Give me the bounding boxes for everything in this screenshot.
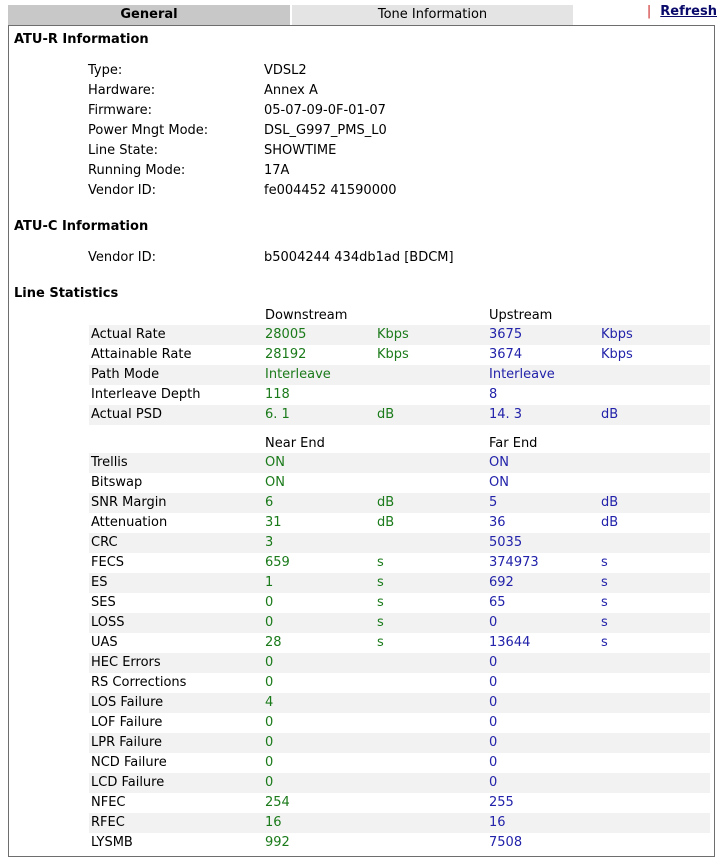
downstream-value: 6. 1 bbox=[265, 407, 290, 422]
downstream-unit: s bbox=[377, 555, 384, 570]
info-value: b5004244 434db1ad [BDCM] bbox=[264, 250, 454, 265]
stat-label: FECS bbox=[91, 555, 125, 570]
downstream-value: 0 bbox=[265, 655, 274, 670]
downstream-value: 28192 bbox=[265, 347, 307, 362]
downstream-value: ON bbox=[265, 455, 285, 470]
upstream-unit: dB bbox=[601, 495, 619, 510]
stat-label: Actual PSD bbox=[91, 407, 162, 422]
upstream-value: 3675 bbox=[489, 327, 523, 342]
stat-label: LOF Failure bbox=[91, 715, 163, 730]
tab-general[interactable]: General bbox=[8, 5, 290, 25]
stat-label: Bitswap bbox=[91, 475, 143, 490]
upstream-value: 3674 bbox=[489, 347, 523, 362]
stats-row bbox=[89, 533, 710, 553]
stat-label: LCD Failure bbox=[91, 775, 165, 790]
stats-row bbox=[89, 593, 710, 613]
stat-label: NFEC bbox=[91, 795, 126, 810]
upstream-value: 0 bbox=[489, 695, 498, 710]
upstream-unit: dB bbox=[601, 515, 619, 530]
info-label: Firmware: bbox=[88, 103, 152, 118]
stat-label: RFEC bbox=[91, 815, 125, 830]
stat-label: LPR Failure bbox=[91, 735, 163, 750]
upstream-value: 374973 bbox=[489, 555, 539, 570]
upstream-value: 0 bbox=[489, 715, 498, 730]
info-row bbox=[9, 248, 709, 268]
stats-row bbox=[89, 713, 710, 733]
upstream-unit: s bbox=[601, 575, 608, 590]
info-value: DSL_G997_PMS_L0 bbox=[264, 123, 387, 138]
upstream-unit: dB bbox=[601, 407, 619, 422]
stats-row bbox=[89, 365, 710, 385]
upstream-value: 0 bbox=[489, 675, 498, 690]
upstream-value: 16 bbox=[489, 815, 506, 830]
info-row bbox=[9, 101, 709, 121]
upstream-value: 0 bbox=[489, 615, 498, 630]
downstream-value: 16 bbox=[265, 815, 282, 830]
stat-label: Path Mode bbox=[91, 367, 160, 382]
info-row bbox=[9, 161, 709, 181]
downstream-value: 254 bbox=[265, 795, 290, 810]
line-stats-title: Line Statistics bbox=[14, 286, 119, 301]
stat-label: Attenuation bbox=[91, 515, 168, 530]
separator: | bbox=[646, 4, 652, 19]
stats-row bbox=[89, 493, 710, 513]
upstream-unit: Kbps bbox=[601, 347, 633, 362]
atu-c-title: ATU-C Information bbox=[14, 219, 149, 234]
info-value: Annex A bbox=[264, 83, 318, 98]
upstream-value: 14. 3 bbox=[489, 407, 523, 422]
upstream-value: ON bbox=[489, 475, 509, 490]
stat-label: Trellis bbox=[91, 455, 128, 470]
downstream-value: 992 bbox=[265, 835, 290, 850]
downstream-unit: s bbox=[377, 595, 384, 610]
stats-row bbox=[89, 453, 710, 473]
downstream-value: 28005 bbox=[265, 327, 307, 342]
stat-label: CRC bbox=[91, 535, 118, 550]
stat-label: SES bbox=[91, 595, 116, 610]
info-label: Type: bbox=[88, 63, 123, 78]
upstream-value: 7508 bbox=[489, 835, 523, 850]
tab-tone-information[interactable]: Tone Information bbox=[292, 5, 573, 25]
stats-row bbox=[89, 833, 710, 853]
stats-row bbox=[89, 325, 710, 345]
info-label: Vendor ID: bbox=[88, 183, 157, 198]
stats-row bbox=[89, 345, 710, 365]
stat-label: Actual Rate bbox=[91, 327, 166, 342]
stats-row bbox=[89, 385, 710, 405]
downstream-unit: Kbps bbox=[377, 327, 409, 342]
stats-row bbox=[89, 653, 710, 673]
stats-row bbox=[89, 613, 710, 633]
downstream-unit: dB bbox=[377, 515, 395, 530]
refresh-area bbox=[647, 2, 717, 22]
stats-row bbox=[89, 753, 710, 773]
stat-label: Attainable Rate bbox=[91, 347, 192, 362]
stat-label: LYSMB bbox=[91, 835, 133, 850]
downstream-value: 3 bbox=[265, 535, 274, 550]
upstream-header: Upstream bbox=[489, 306, 629, 326]
stat-label: Interleave Depth bbox=[91, 387, 201, 402]
info-row bbox=[9, 181, 709, 201]
stats-row bbox=[89, 673, 710, 693]
upstream-value: 0 bbox=[489, 775, 498, 790]
info-row bbox=[9, 121, 709, 141]
downstream-value: 0 bbox=[265, 755, 274, 770]
upstream-value: 8 bbox=[489, 387, 498, 402]
downstream-value: 28 bbox=[265, 635, 282, 650]
downstream-unit: s bbox=[377, 575, 384, 590]
stat-label: RS Corrections bbox=[91, 675, 187, 690]
downstream-value: 118 bbox=[265, 387, 290, 402]
stats-row bbox=[89, 773, 710, 793]
downstream-unit: dB bbox=[377, 495, 395, 510]
info-row bbox=[9, 141, 709, 161]
info-value: 05-07-09-0F-01-07 bbox=[264, 103, 386, 118]
info-label: Line State: bbox=[88, 143, 159, 158]
upstream-value: 0 bbox=[489, 755, 498, 770]
stats-row bbox=[89, 553, 710, 573]
upstream-value: 65 bbox=[489, 595, 506, 610]
upstream-value: 36 bbox=[489, 515, 506, 530]
stats-row bbox=[89, 813, 710, 833]
upstream-value: 255 bbox=[489, 795, 514, 810]
info-label: Running Mode: bbox=[88, 163, 186, 178]
downstream-unit: s bbox=[377, 615, 384, 630]
stat-label: UAS bbox=[91, 635, 118, 650]
downstream-value: 4 bbox=[265, 695, 274, 710]
stat-label: LOS Failure bbox=[91, 695, 164, 710]
upstream-value: Interleave bbox=[489, 367, 555, 382]
downstream-value: 659 bbox=[265, 555, 290, 570]
atu-r-title: ATU-R Information bbox=[14, 32, 149, 47]
info-value: VDSL2 bbox=[264, 63, 307, 78]
downstream-value: 0 bbox=[265, 735, 274, 750]
refresh-link[interactable]: Refresh bbox=[660, 4, 717, 19]
stat-label: LOSS bbox=[91, 615, 125, 630]
upstream-value: 692 bbox=[489, 575, 514, 590]
upstream-unit: Kbps bbox=[601, 327, 633, 342]
upstream-value: ON bbox=[489, 455, 509, 470]
downstream-value: 0 bbox=[265, 775, 274, 790]
downstream-value: 0 bbox=[265, 675, 274, 690]
downstream-value: 0 bbox=[265, 615, 274, 630]
stats-row bbox=[89, 633, 710, 653]
upstream-unit: s bbox=[601, 635, 608, 650]
downstream-header: Downstream bbox=[265, 306, 405, 326]
stats-row bbox=[89, 513, 710, 533]
upstream-value: 5 bbox=[489, 495, 498, 510]
info-value: 17A bbox=[264, 163, 290, 178]
downstream-unit: dB bbox=[377, 407, 395, 422]
downstream-value: 0 bbox=[265, 595, 274, 610]
stat-label: ES bbox=[91, 575, 108, 590]
info-label: Power Mngt Mode: bbox=[88, 123, 209, 138]
status-panel bbox=[8, 25, 715, 857]
upstream-unit: s bbox=[601, 615, 608, 630]
upstream-unit: s bbox=[601, 595, 608, 610]
info-label: Hardware: bbox=[88, 83, 156, 98]
upstream-value: 13644 bbox=[489, 635, 531, 650]
downstream-value: 0 bbox=[265, 715, 274, 730]
info-value: SHOWTIME bbox=[264, 143, 337, 158]
downstream-value: Interleave bbox=[265, 367, 331, 382]
stats-row bbox=[89, 573, 710, 593]
upstream-value: 0 bbox=[489, 655, 498, 670]
far-end-header: Far End bbox=[489, 434, 629, 454]
stats-row bbox=[89, 473, 710, 493]
downstream-value: 31 bbox=[265, 515, 282, 530]
downstream-unit: Kbps bbox=[377, 347, 409, 362]
downstream-value: 6 bbox=[265, 495, 274, 510]
stat-label: NCD Failure bbox=[91, 755, 167, 770]
downstream-unit: s bbox=[377, 635, 384, 650]
stats-row bbox=[89, 793, 710, 813]
stats-row bbox=[89, 693, 710, 713]
upstream-value: 5035 bbox=[489, 535, 523, 550]
info-value: fe004452 41590000 bbox=[264, 183, 397, 198]
upstream-value: 0 bbox=[489, 735, 498, 750]
stats-row bbox=[89, 733, 710, 753]
tab-bar bbox=[8, 5, 715, 25]
stats-row bbox=[89, 405, 710, 425]
info-label: Vendor ID: bbox=[88, 250, 157, 265]
stat-label: HEC Errors bbox=[91, 655, 161, 670]
near-end-header: Near End bbox=[265, 434, 405, 454]
downstream-value: 1 bbox=[265, 575, 274, 590]
stat-label: SNR Margin bbox=[91, 495, 167, 510]
upstream-unit: s bbox=[601, 555, 608, 570]
downstream-value: ON bbox=[265, 475, 285, 490]
info-row bbox=[9, 61, 709, 81]
info-row bbox=[9, 81, 709, 101]
